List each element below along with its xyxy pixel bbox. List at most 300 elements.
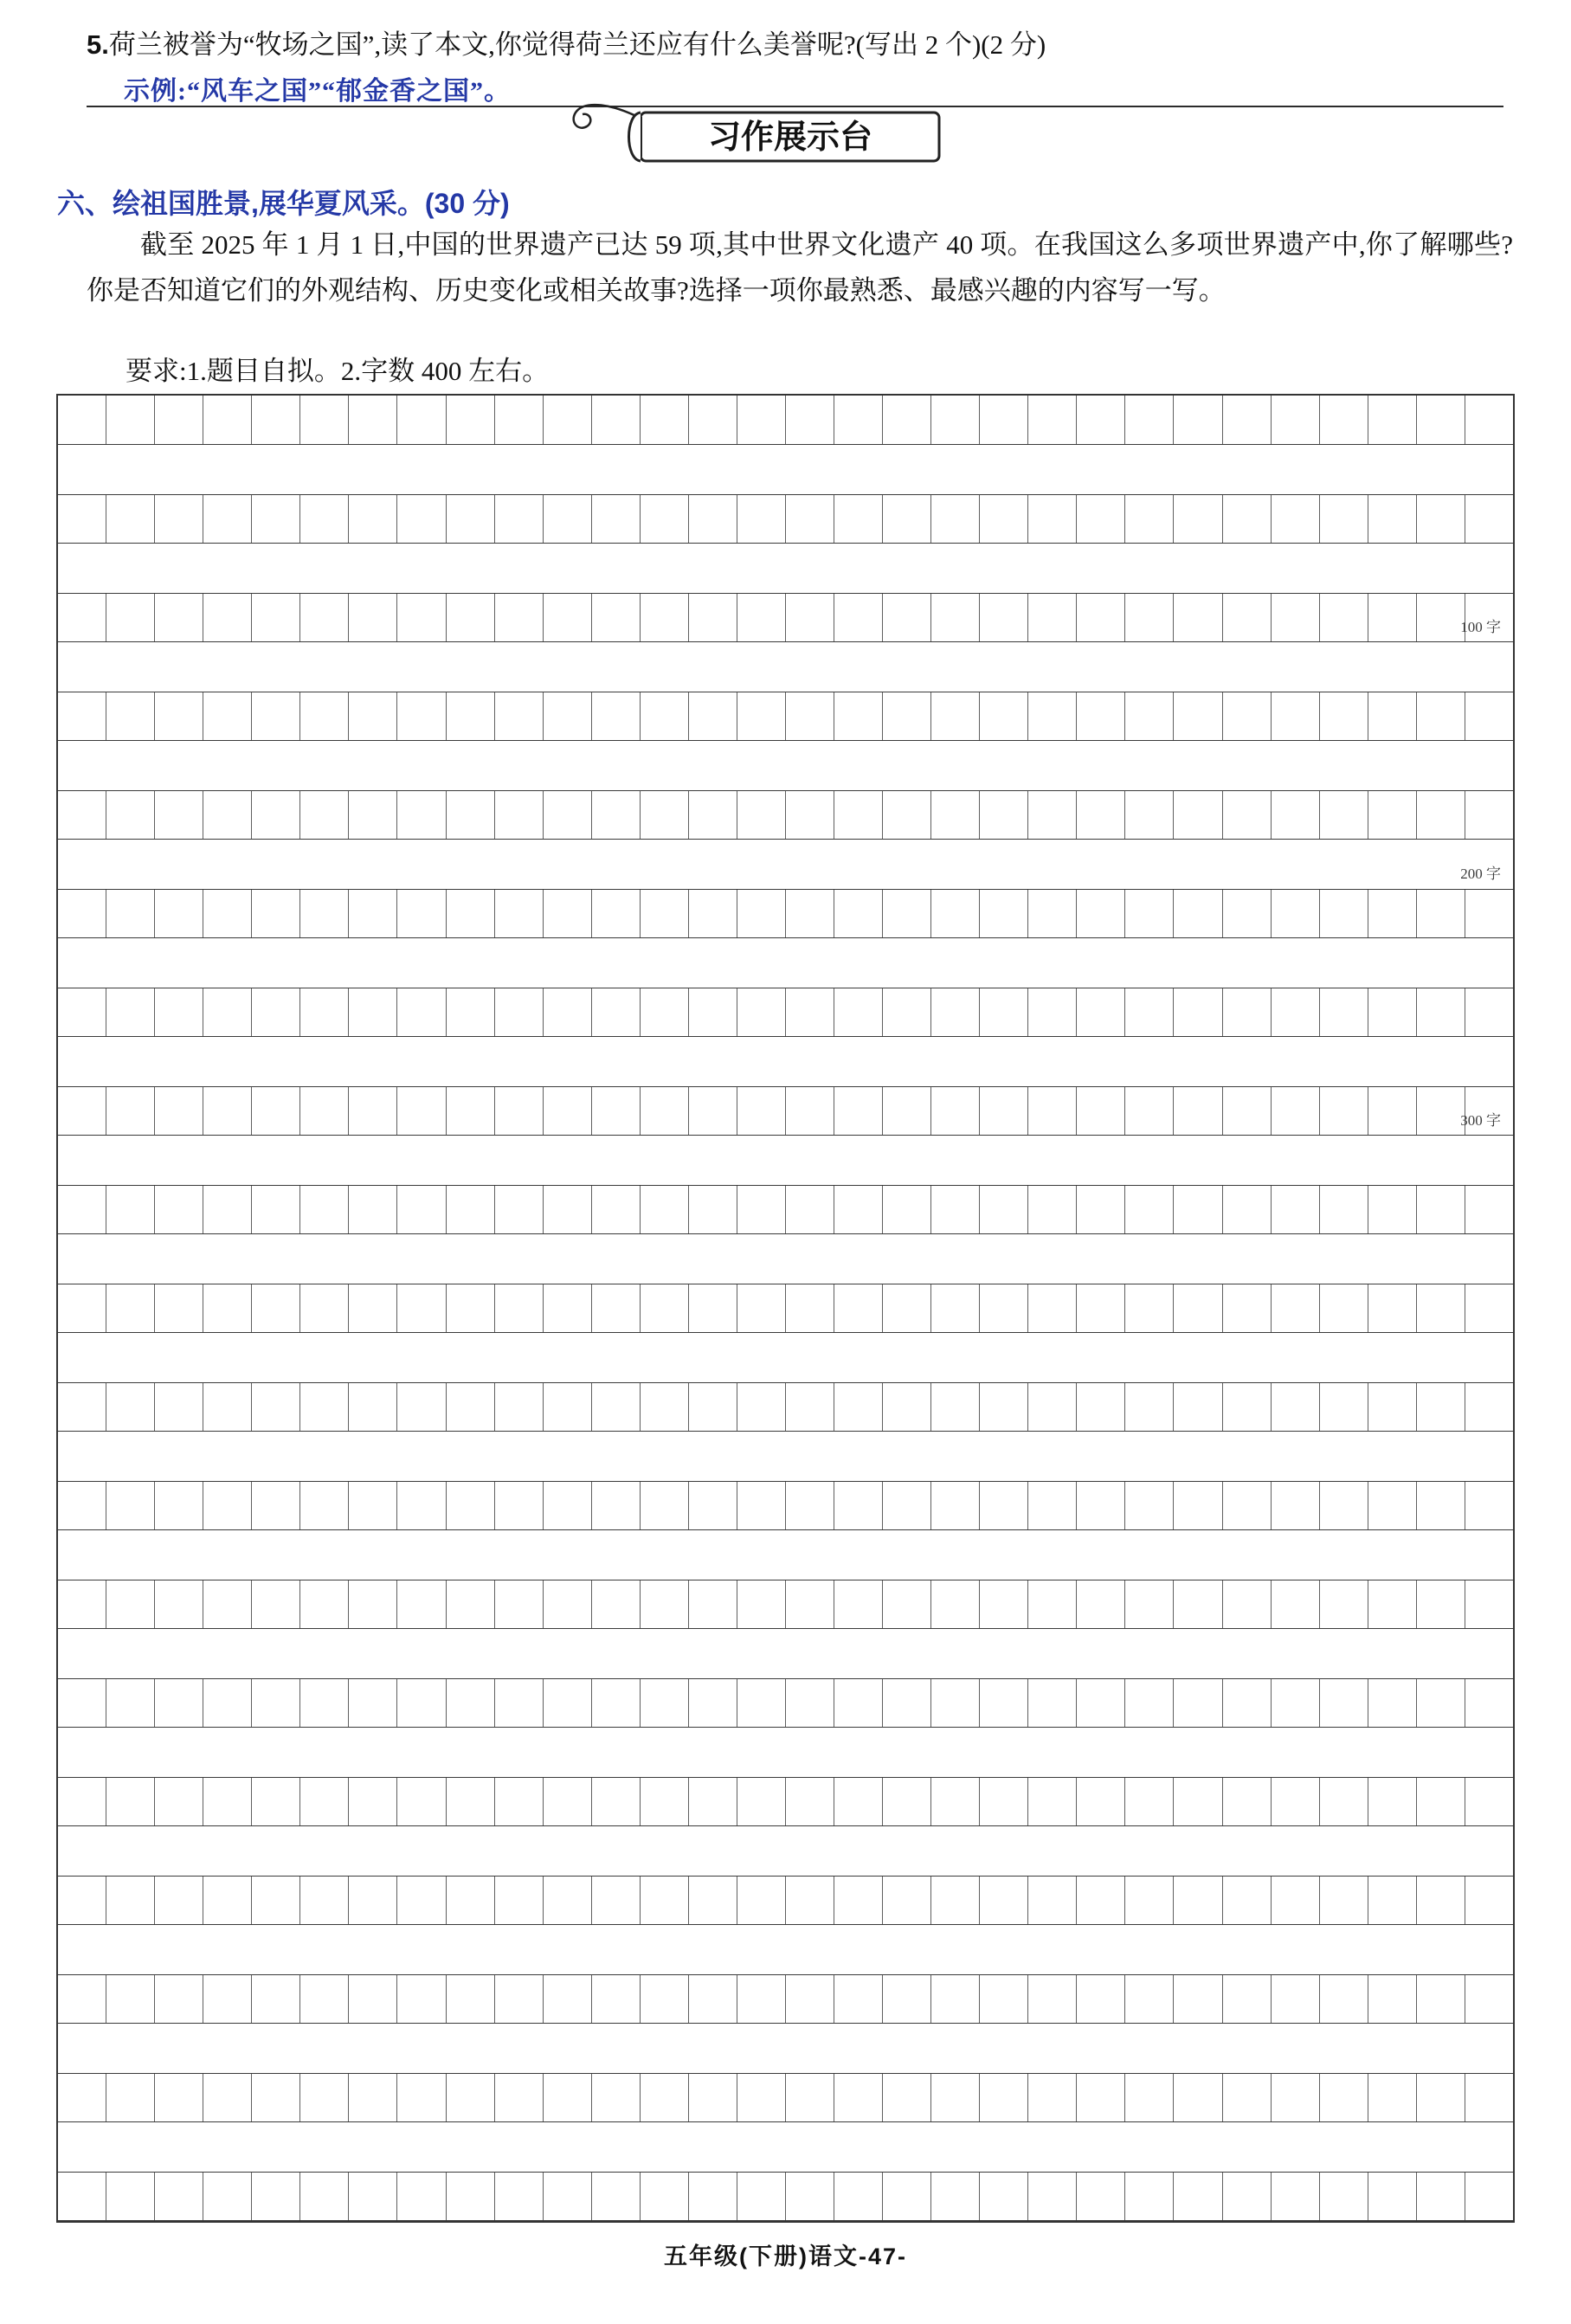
grid-cell — [447, 1284, 495, 1332]
grid-cell — [592, 791, 641, 839]
grid-cell — [1320, 692, 1368, 740]
grid-cell — [397, 1778, 446, 1825]
grid-writing-row — [58, 1678, 1513, 1728]
grid-cell — [1368, 1186, 1417, 1233]
grid-cell — [641, 1975, 689, 2023]
grid-cell — [737, 1877, 786, 1924]
grid-cell — [252, 396, 300, 444]
grid-cell — [1077, 1877, 1125, 1924]
grid-cell — [834, 594, 883, 641]
grid-cell — [931, 2074, 980, 2121]
grid-cell — [1272, 495, 1320, 543]
grid-writing-row — [58, 790, 1513, 840]
grid-cell — [106, 1975, 155, 2023]
grid-cell — [834, 495, 883, 543]
grid-cell — [1077, 1284, 1125, 1332]
grid-cell — [834, 1580, 883, 1628]
grid-cell — [980, 2173, 1028, 2220]
grid-cell — [786, 2074, 834, 2121]
grid-cell — [252, 890, 300, 937]
grid-cell — [397, 594, 446, 641]
grid-cell — [834, 1679, 883, 1727]
grid-cell — [931, 988, 980, 1036]
grid-cell — [106, 1482, 155, 1529]
grid-cell — [1077, 2074, 1125, 2121]
grid-cell — [1223, 1975, 1272, 2023]
grid-cell — [1077, 1679, 1125, 1727]
grid-cell — [300, 1284, 349, 1332]
grid-cell — [106, 2074, 155, 2121]
grid-cell — [834, 791, 883, 839]
grid-cell — [252, 495, 300, 543]
grid-gap-row — [58, 1629, 1513, 1678]
grid-cell — [1320, 495, 1368, 543]
grid-cell — [495, 1778, 544, 1825]
grid-cell — [203, 890, 252, 937]
grid-cell — [300, 890, 349, 937]
grid-cell — [1320, 890, 1368, 937]
grid-cell — [689, 692, 737, 740]
grid-cell — [592, 1877, 641, 1924]
grid-cell — [106, 1778, 155, 1825]
grid-cell — [883, 1679, 931, 1727]
grid-cell — [1320, 1679, 1368, 1727]
grid-cell — [1125, 692, 1174, 740]
grid-gap-row — [58, 741, 1513, 790]
grid-cell — [544, 1186, 592, 1233]
grid-cell — [1368, 495, 1417, 543]
word-count-marker: 200 字 — [1460, 866, 1501, 882]
grid-cell — [1028, 1087, 1077, 1135]
grid-cell — [737, 1087, 786, 1135]
grid-cell — [883, 1383, 931, 1431]
banner-title: 习作展示台 — [707, 119, 873, 156]
grid-cell — [495, 1877, 544, 1924]
grid-cell — [1077, 1580, 1125, 1628]
grid-cell — [300, 1975, 349, 2023]
grid-cell — [883, 1580, 931, 1628]
grid-cell — [1028, 791, 1077, 839]
grid-cell — [592, 1778, 641, 1825]
grid-cell — [883, 791, 931, 839]
grid-cell — [252, 1679, 300, 1727]
grid-cell — [931, 1284, 980, 1332]
grid-cell — [641, 2074, 689, 2121]
grid-cell — [834, 396, 883, 444]
grid-cell — [931, 1580, 980, 1628]
grid-cell — [252, 692, 300, 740]
grid-cell — [447, 890, 495, 937]
grid-cell — [641, 1383, 689, 1431]
grid-cell — [58, 1975, 106, 2023]
grid-cell — [883, 1877, 931, 1924]
grid-cell — [786, 396, 834, 444]
grid-cell — [641, 495, 689, 543]
grid-cell — [980, 890, 1028, 937]
grid-cell — [641, 1482, 689, 1529]
grid-cell — [349, 988, 397, 1036]
grid-cell — [931, 1087, 980, 1135]
grid-cell — [1465, 890, 1513, 937]
grid-cell — [592, 1580, 641, 1628]
grid-cell — [1028, 594, 1077, 641]
grid-cell — [786, 1778, 834, 1825]
grid-cell — [689, 1087, 737, 1135]
grid-cell — [1174, 1482, 1222, 1529]
grid-cell — [689, 890, 737, 937]
grid-cell — [1320, 1087, 1368, 1135]
grid-cell — [1028, 2173, 1077, 2220]
grid-cell — [106, 890, 155, 937]
grid-cell — [1272, 692, 1320, 740]
grid-cell — [1368, 692, 1417, 740]
grid-cell — [252, 791, 300, 839]
grid-cell — [155, 2173, 203, 2220]
grid-cell — [592, 1087, 641, 1135]
grid-gap-row — [58, 2024, 1513, 2073]
grid-cell — [1174, 890, 1222, 937]
grid-writing-row — [58, 1185, 1513, 1234]
grid-cell — [1223, 692, 1272, 740]
grid-cell — [786, 594, 834, 641]
grid-cell — [1125, 1482, 1174, 1529]
grid-cell — [883, 890, 931, 937]
grid-cell — [834, 1186, 883, 1233]
grid-cell — [58, 692, 106, 740]
grid-cell — [1174, 594, 1222, 641]
grid-cell — [1077, 1778, 1125, 1825]
grid-cell — [155, 1877, 203, 1924]
grid-writing-row — [58, 593, 1513, 642]
grid-cell — [1272, 1679, 1320, 1727]
grid-gap-row — [58, 544, 1513, 593]
grid-cell — [1368, 890, 1417, 937]
composition-grid — [56, 394, 1515, 2223]
grid-cell — [58, 396, 106, 444]
grid-cell — [931, 396, 980, 444]
grid-gap-row — [58, 1925, 1513, 1974]
grid-cell — [349, 1580, 397, 1628]
grid-cell — [495, 1383, 544, 1431]
grid-gap-row — [58, 1234, 1513, 1284]
grid-cell — [641, 791, 689, 839]
grid-cell — [495, 2074, 544, 2121]
grid-cell — [737, 1383, 786, 1431]
grid-cell — [931, 1482, 980, 1529]
grid-cell — [1272, 1580, 1320, 1628]
grid-cell — [1272, 1778, 1320, 1825]
grid-cell — [1320, 396, 1368, 444]
grid-cell — [931, 1877, 980, 1924]
grid-cell — [737, 2074, 786, 2121]
grid-cell — [447, 1877, 495, 1924]
grid-cell — [1368, 1087, 1417, 1135]
grid-cell — [883, 988, 931, 1036]
grid-cell — [155, 1087, 203, 1135]
grid-cell — [252, 2074, 300, 2121]
grid-cell — [980, 2074, 1028, 2121]
grid-cell — [1174, 1679, 1222, 1727]
grid-cell — [1174, 1284, 1222, 1332]
grid-cell — [58, 1877, 106, 1924]
scroll-icon — [498, 93, 948, 173]
grid-cell — [931, 1778, 980, 1825]
grid-cell — [1272, 1482, 1320, 1529]
grid-cell — [58, 594, 106, 641]
grid-cell — [834, 2074, 883, 2121]
grid-cell — [883, 2173, 931, 2220]
grid-cell — [252, 1580, 300, 1628]
grid-cell — [1465, 1186, 1513, 1233]
grid-cell — [495, 890, 544, 937]
grid-cell — [447, 1778, 495, 1825]
grid-gap-row — [58, 1136, 1513, 1185]
grid-cell — [980, 396, 1028, 444]
grid-cell — [397, 396, 446, 444]
grid-cell — [1272, 1186, 1320, 1233]
grid-cell — [300, 2074, 349, 2121]
grid-writing-row — [58, 1777, 1513, 1826]
grid-cell — [155, 1580, 203, 1628]
grid-cell — [1028, 495, 1077, 543]
grid-cell — [300, 1087, 349, 1135]
grid-cell — [155, 791, 203, 839]
grid-cell — [1320, 1877, 1368, 1924]
grid-cell — [544, 988, 592, 1036]
grid-cell — [834, 890, 883, 937]
grid-cell — [1028, 1482, 1077, 1529]
grid-cell — [252, 1877, 300, 1924]
grid-cell — [397, 1482, 446, 1529]
grid-cell — [252, 2173, 300, 2220]
grid-cell — [1320, 791, 1368, 839]
grid-cell — [1223, 1087, 1272, 1135]
grid-cell — [544, 1482, 592, 1529]
grid-gap-row — [58, 938, 1513, 988]
grid-cell — [544, 1975, 592, 2023]
grid-cell — [1465, 2173, 1513, 2220]
grid-cell — [447, 1679, 495, 1727]
grid-cell — [397, 1679, 446, 1727]
grid-cell — [397, 1087, 446, 1135]
grid-cell — [1174, 1778, 1222, 1825]
grid-cell — [155, 1482, 203, 1529]
grid-cell — [786, 791, 834, 839]
grid-cell — [1223, 1186, 1272, 1233]
grid-cell — [1417, 988, 1465, 1036]
grid-cell — [737, 988, 786, 1036]
grid-cell — [397, 1284, 446, 1332]
grid-cell — [203, 1482, 252, 1529]
grid-cell — [300, 1186, 349, 1233]
grid-writing-row — [58, 2073, 1513, 2122]
grid-cell — [1223, 1778, 1272, 1825]
grid-cell — [1223, 2173, 1272, 2220]
grid-cell — [1417, 1877, 1465, 1924]
grid-cell — [1077, 1087, 1125, 1135]
grid-cell — [980, 1975, 1028, 2023]
grid-cell — [1417, 1284, 1465, 1332]
grid-cell — [447, 1975, 495, 2023]
grid-cell — [883, 495, 931, 543]
grid-cell — [641, 594, 689, 641]
grid-cell — [1465, 1877, 1513, 1924]
grid-cell — [106, 692, 155, 740]
grid-cell — [1320, 1284, 1368, 1332]
grid-cell — [980, 1580, 1028, 1628]
grid-cell — [155, 1975, 203, 2023]
grid-cell — [495, 1679, 544, 1727]
grid-cell — [544, 1284, 592, 1332]
grid-cell — [397, 1580, 446, 1628]
grid-cell — [397, 692, 446, 740]
grid-cell — [641, 1580, 689, 1628]
grid-cell — [1223, 988, 1272, 1036]
grid-cell — [641, 988, 689, 1036]
grid-writing-row — [58, 1876, 1513, 1925]
grid-cell — [1368, 1383, 1417, 1431]
grid-cell — [1272, 1284, 1320, 1332]
grid-cell — [495, 1482, 544, 1529]
grid-cell — [1223, 890, 1272, 937]
grid-cell — [495, 396, 544, 444]
grid-cell — [1028, 988, 1077, 1036]
grid-cell — [495, 1087, 544, 1135]
grid-cell — [544, 396, 592, 444]
grid-cell — [641, 1679, 689, 1727]
grid-cell — [1125, 495, 1174, 543]
grid-cell — [1174, 1975, 1222, 2023]
grid-cell — [737, 1284, 786, 1332]
grid-cell — [1465, 1975, 1513, 2023]
grid-cell — [155, 1778, 203, 1825]
grid-cell — [931, 1679, 980, 1727]
grid-cell — [252, 1087, 300, 1135]
grid-cell — [300, 495, 349, 543]
grid-cell — [1465, 1679, 1513, 1727]
grid-cell — [931, 495, 980, 543]
grid-cell — [1174, 495, 1222, 543]
grid-cell — [203, 396, 252, 444]
grid-cell — [1077, 692, 1125, 740]
grid-cell — [58, 1482, 106, 1529]
grid-cell — [641, 692, 689, 740]
grid-cell — [1417, 1087, 1465, 1135]
grid-cell — [834, 1778, 883, 1825]
grid-cell — [495, 495, 544, 543]
grid-cell — [980, 1778, 1028, 1825]
grid-cell — [883, 1087, 931, 1135]
grid-gap-row — [58, 1333, 1513, 1382]
grid-cell — [834, 988, 883, 1036]
grid-cell — [883, 1975, 931, 2023]
grid-cell — [931, 890, 980, 937]
grid-cell — [155, 1186, 203, 1233]
grid-cell — [1320, 1975, 1368, 2023]
grid-cell — [689, 1778, 737, 1825]
grid-writing-row — [58, 396, 1513, 445]
grid-cell — [1125, 1383, 1174, 1431]
grid-cell — [544, 1580, 592, 1628]
grid-cell — [300, 1383, 349, 1431]
grid-cell — [300, 396, 349, 444]
grid-cell — [1417, 1186, 1465, 1233]
grid-cell — [786, 2173, 834, 2220]
grid-cell — [252, 1383, 300, 1431]
grid-cell — [786, 1580, 834, 1628]
grid-cell — [1077, 396, 1125, 444]
grid-cell — [1028, 890, 1077, 937]
grid-cell — [1417, 2173, 1465, 2220]
composition-banner — [498, 93, 948, 173]
grid-cell — [737, 791, 786, 839]
grid-cell — [592, 2074, 641, 2121]
grid-gap-row — [58, 1728, 1513, 1777]
grid-cell — [1223, 1482, 1272, 1529]
grid-cell — [1174, 692, 1222, 740]
grid-cell — [1125, 1087, 1174, 1135]
grid-cell — [1077, 594, 1125, 641]
grid-cell — [786, 1284, 834, 1332]
grid-cell — [786, 1482, 834, 1529]
grid-cell — [883, 594, 931, 641]
grid-cell — [980, 791, 1028, 839]
grid-cell — [447, 1186, 495, 1233]
grid-cell — [1174, 1580, 1222, 1628]
grid-cell — [1417, 791, 1465, 839]
grid-cell — [252, 1482, 300, 1529]
grid-cell — [495, 594, 544, 641]
grid-cell — [1174, 1877, 1222, 1924]
grid-cell — [300, 988, 349, 1036]
grid-cell — [641, 1877, 689, 1924]
grid-cell — [252, 1186, 300, 1233]
grid-cell — [544, 1877, 592, 1924]
grid-cell — [349, 1482, 397, 1529]
grid-cell — [1465, 1580, 1513, 1628]
grid-gap-row — [58, 1530, 1513, 1580]
grid-cell — [592, 1975, 641, 2023]
grid-cell — [1174, 2173, 1222, 2220]
grid-cell — [495, 692, 544, 740]
grid-cell — [544, 1778, 592, 1825]
grid-cell — [1368, 1975, 1417, 2023]
grid-cell — [300, 1580, 349, 1628]
grid-cell — [1174, 1087, 1222, 1135]
grid-cell — [447, 495, 495, 543]
grid-cell — [883, 692, 931, 740]
grid-writing-row — [58, 1284, 1513, 1333]
grid-cell — [349, 1186, 397, 1233]
grid-cell — [106, 1580, 155, 1628]
grid-cell — [592, 1383, 641, 1431]
grid-cell — [447, 1383, 495, 1431]
grid-cell — [349, 2173, 397, 2220]
grid-cell — [883, 396, 931, 444]
grid-cell — [834, 1877, 883, 1924]
grid-cell — [1417, 495, 1465, 543]
question-number: 5. — [87, 29, 109, 60]
grid-cell — [931, 791, 980, 839]
grid-cell — [1368, 1778, 1417, 1825]
grid-cell — [1174, 988, 1222, 1036]
grid-cell — [1223, 1877, 1272, 1924]
grid-cell — [883, 2074, 931, 2121]
grid-cell — [1125, 2173, 1174, 2220]
grid-cell — [1368, 594, 1417, 641]
grid-cell — [737, 1679, 786, 1727]
grid-cell — [1223, 594, 1272, 641]
